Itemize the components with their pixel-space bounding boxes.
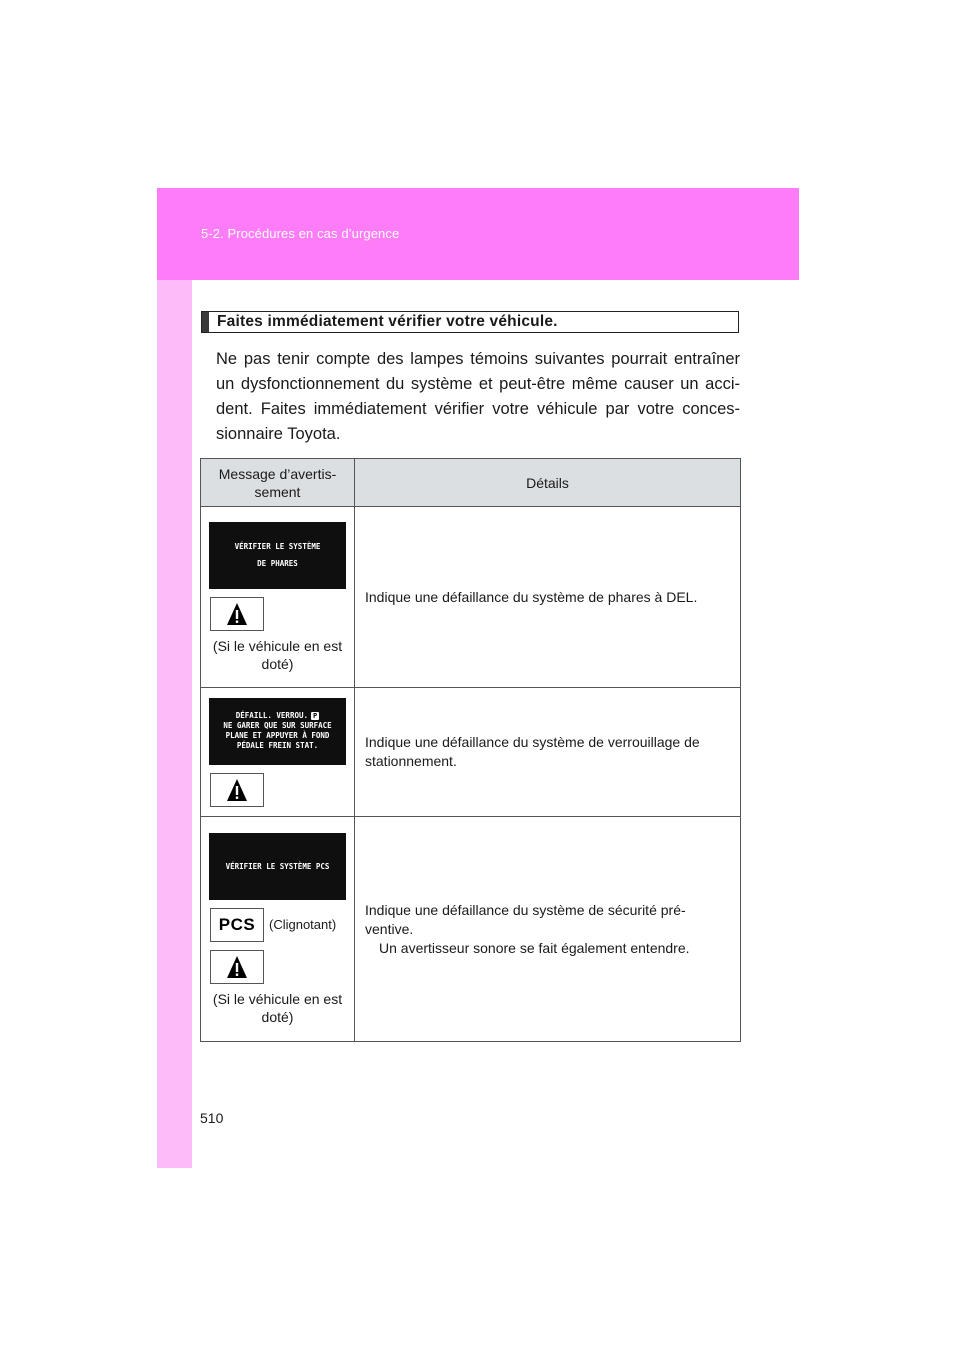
table-header-row (201, 459, 741, 507)
section-header: 5-2. Procédures en cas d’urgence (201, 226, 400, 241)
icon-row (210, 773, 354, 807)
message-cell (201, 817, 355, 1042)
warning-screen (209, 522, 346, 589)
screen-line: VÉRIFIER LE SYSTÈME PCS (225, 861, 330, 871)
table-row (201, 507, 741, 688)
section-title-bar (202, 312, 209, 332)
side-band (157, 188, 192, 1168)
message-cell (201, 507, 355, 688)
table-row (201, 817, 741, 1042)
icon-row (210, 908, 354, 942)
screen-line: VÉRIFIER LE SYSTÈME (234, 542, 321, 551)
equipped-note: (Si le véhicule en est doté) (212, 990, 343, 1025)
detail-text: Indique une défaillance du système de sécurité pré-ventive. (365, 901, 686, 937)
header-details: Détails (355, 459, 741, 507)
master-warning-icon (210, 773, 264, 807)
screen-line: PLANE ET APPUYER À FOND (225, 731, 330, 740)
pcs-warning-icon (210, 908, 264, 942)
warning-screen (209, 833, 346, 900)
detail-cell (355, 817, 741, 1042)
screen-line: PÉDALE FREIN STAT. (236, 741, 319, 750)
icon-row (210, 597, 354, 631)
pcs-label: PCS (218, 914, 256, 934)
screen-line: NE GARER QUE SUR SURFACE (223, 721, 332, 730)
flash-note: (Clignotant) (269, 917, 337, 932)
detail-cell: Indique une défaillance du système de phares à DEL. (355, 507, 741, 688)
detail-subtext: Un avertisseur sonore se fait également entendre. (379, 939, 690, 956)
page-number: 510 (200, 1110, 224, 1126)
table-row (201, 688, 741, 817)
warning-screen (209, 698, 346, 765)
master-warning-icon (210, 950, 264, 984)
intro-paragraph: Ne pas tenir compte des lampes témoins suivantes pourrait entraîner un dysfonctionnement du système et peut-être même causer un acci-dent. Faites immédiatement vérifier votre véhicule par votre conces-sionnaire Toyota. (216, 350, 740, 443)
warning-table (200, 458, 741, 1042)
icon-row (210, 950, 354, 984)
message-cell (201, 688, 355, 817)
detail-cell: Indique une défaillance du système de verrouillage de stationnement. (355, 688, 741, 817)
screen-line: DE PHARES (257, 559, 298, 568)
section-title-text: Faites immédiatement vérifier votre véhicule. (217, 313, 558, 330)
screen-line: DÉFAILL. VERROU. (235, 711, 309, 720)
equipped-note: (Si le véhicule en est doté) (212, 637, 343, 672)
parking-badge: P (313, 712, 318, 720)
header-message: Message d’avertis-sement (201, 459, 355, 507)
section-title (201, 311, 739, 333)
master-warning-icon (210, 597, 264, 631)
